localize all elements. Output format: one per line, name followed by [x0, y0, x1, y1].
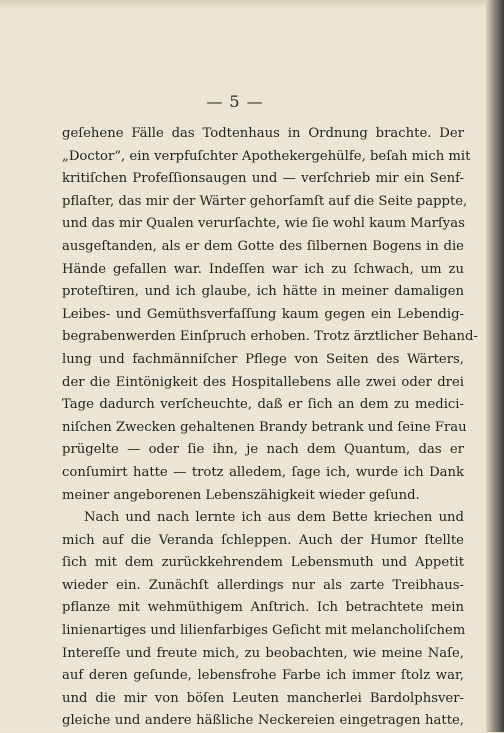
text-line: Nach und nach lernte ich aus dem Bette kriechen und — [84, 510, 464, 526]
text-line: begrabenwerden Einſpruch erhoben. Trotz ärztlicher Behand- — [62, 329, 478, 345]
text-line: geſehene Fälle das Todtenhaus in Ordnung brachte. Der — [62, 126, 464, 141]
text-line: Intereſſe und freute mich, zu beobachten, wie meine Naſe, — [62, 645, 464, 661]
text-line: der die Eintönigkeit des Hospitallebens alle zwei oder drei — [62, 374, 464, 390]
text-line: conſumirt hatte — trotz alledem, ſage ich, wurde ich Dank — [62, 464, 464, 480]
binding-edge-shadow — [486, 0, 504, 732]
text-line: ſich mit dem zurückkehrendem Lebensmuth und Appetit — [62, 555, 464, 571]
text-line: meiner angeborenen Lebenszähigkeit wieder geſund. — [62, 487, 420, 503]
text-line: und das mir Qualen verurſachte, wie ſie wohl kaum Marſyas — [62, 216, 465, 232]
text-line: wieder ein. Zunächſt allerdings nur als zarte Treibhaus- — [62, 577, 464, 593]
text-line: ausgeſtanden, als er dem Gotte des ſilbernen Bogens in die — [62, 238, 464, 254]
text-line: „Doctor“, ein verpfuſchter Apothekergehülfe, beſah mich mit — [62, 148, 471, 164]
page-top-edge — [0, 0, 504, 10]
text-line: pflanze mit wehmüthigem Anſtrich. Ich betrachtete mein — [62, 600, 464, 616]
text-line: proteſtiren, und ich glaube, ich hätte in meiner damaligen — [62, 284, 464, 300]
text-line: Tage dadurch verſcheuchte, daß er ſich an dem zu medici- — [62, 397, 464, 413]
text-line: auf deren geſunde, lebensfrohe Farbe ich immer ſtolz war, — [62, 668, 464, 684]
page-number: — 5 — — [206, 92, 264, 111]
text-line: und die mir von böſen Leuten mancherlei Bardolphsver- — [62, 690, 464, 706]
text-line: prügelte — oder ſie ihn, je nach dem Quantum, das er — [62, 442, 464, 458]
text-line: lung und fachmänniſcher Pflege von Seiten des Wärters, — [62, 351, 464, 367]
text-line: Leibes- und Gemüthsverfaſſung kaum gegen ein Lebendig- — [62, 306, 464, 322]
text-line: niſchen Zwecken gehaltenen Brandy betrank und ſeine Frau — [62, 419, 467, 435]
text-line: kritiſchen Profeſſionsaugen und — verſchrieb mir ein Senf- — [62, 171, 464, 187]
text-line: pflaſter, das mir der Wärter gehorſamſt auf die Seite pappte, — [62, 193, 468, 209]
body-text — [62, 123, 478, 733]
text-line: linienartiges und lilienfarbiges Geſicht mit melancholiſchem — [62, 623, 466, 639]
text-line: gleiche und andere häßliche Neckereien eingetragen hatte, — [62, 713, 464, 729]
text-line: mich auf die Veranda ſchleppen. Auch der Humor ſtellte — [62, 532, 464, 548]
text-line: Hände gefallen war. Indeſſen war ich zu ſchwach, um zu — [62, 261, 464, 277]
